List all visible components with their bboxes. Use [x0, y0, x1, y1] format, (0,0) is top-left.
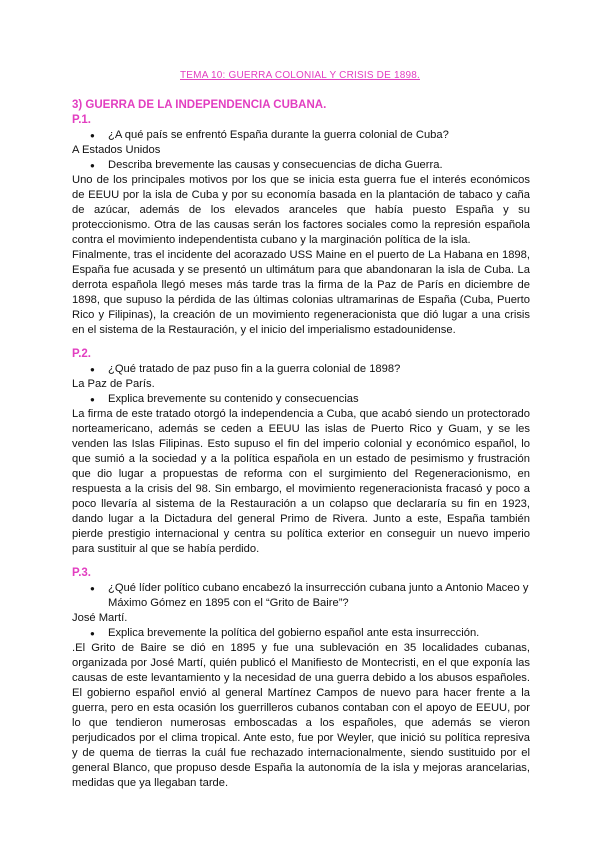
document-body	[72, 98, 530, 791]
document-title: TEMA 10: GUERRA COLONIAL Y CRISIS DE 1898.	[180, 70, 420, 81]
answer-p1-2-para2: Finalmente, tras el incidente del acorazado USS Maine en el puerto de La Habana en 1898, España fue acusada y se presentó un ultimátum para que abandonaran la isla de Cuba. La derrota española llegó meses más tarde tras la firma de la Paz de París en diciembre de 1898, que supuso la pérdida de las últimas colonias ultramarinas de España (Cuba, Puerto Rico y Filipinas), la creación de un movimiento regeneracionista que dió lugar a una crisis en el sistema de la Restauración, y el inicio del imperialismo estadounidense.	[72, 249, 530, 336]
bullet-icon: ●	[90, 584, 95, 593]
bullet-icon: ●	[90, 395, 95, 404]
answer-p1-2-para1: Uno de los principales motivos por los que se inicia esta guerra fue el interés económicos de EEUU por la isla de Cuba y por su economía basada en la plantación de tabaco y caña de azúcar, además de los elevados aranceles que había puesto España y su proteccionismo. Otra de las causas serán los factores sociales como la represión española contra el movimiento independentista cubano y la marginación política de la isla.	[72, 174, 530, 246]
question-p3-1: ● ¿Qué líder político cubano encabezó la insurrección cubana junto a Antonio Maceo y Máximo Gómez en 1895 con el “Grito de Baire”?	[90, 582, 529, 609]
bullet-icon: ●	[90, 131, 95, 140]
question-p3-2: ● Explica brevemente la política del gobierno español ante esta insurrección.	[90, 627, 480, 639]
answer-p3-2: .El Grito de Baire se dió en 1895 y fue una sublevación en 35 localidades cubanas, organizada por José Martí, quién publicó el Manifiesto de Montecristi, en el que exponía las causas de este levantamiento y la necesidad de una guerra debido a los abusos españoles. El gobierno español envió al general Martínez Campos de nuevo para hacer frente a la guerra, pero en esta ocasión los guerrilleros cubanos contaban con el apoyo de EEUU, por lo que tendieron numerosas emboscadas a los españoles, que además se vieron perjudicados por el clima tropical. Ante esto, fue por Weyler, que inició su política represiva y de quema de tierras la cuál fue rechazado internacionalmente, siendo sustituido por el general Blanco, que propuso desde España la autonomía de la isla y mejoras arancelarias, medidas que ya llegaban tarde.	[72, 642, 530, 789]
question-p2-2: ● Explica brevemente su contenido y consecuencias	[90, 393, 359, 405]
answer-p3-1: José Martí.	[72, 612, 128, 624]
answer-p1-1: A Estados Unidos	[72, 144, 161, 156]
question-label-p3: P.3.	[72, 567, 91, 579]
question-label-p2: P.2.	[72, 348, 91, 360]
answer-p2-2: La firma de este tratado otorgó la independencia a Cuba, que acabó siendo un protectorado norteamericano, además se ceden a EEUU las islas de Puerto Rico y Guam, y se les venden las Islas Filipinas. Esto supuso el fin del imperio colonial y económico español, lo que sumió a la sociedad y a la política española en un estado de pesimismo y frustración que dio lugar a propuestas de reforma con el surgimiento del Regeneracionismo, en respuesta a la crisis del 98. Sin embargo, el movimiento regeneracionista fracasó y poco a poco llevaría al sistema de la Restauración a un colapso que declararía su fin en 1923, dando lugar a la Dictadura del general Primo de Rivera. Junto a este, España también pierde prestigio internacional y centra su política exterior en conseguir un nuevo imperio para sustituir al que se había perdido.	[72, 408, 530, 555]
question-p1-1: ● ¿A qué país se enfrentó España durante la guerra colonial de Cuba?	[90, 129, 449, 141]
bullet-icon: ●	[90, 365, 95, 374]
question-label-p1: P.1.	[72, 114, 91, 126]
question-p1-2: ● Describa brevemente las causas y consecuencias de dicha Guerra.	[90, 159, 443, 171]
section-heading: 3) GUERRA DE LA INDEPENDENCIA CUBANA.	[72, 99, 327, 111]
bullet-icon: ●	[90, 629, 95, 638]
bullet-icon: ●	[90, 161, 95, 170]
question-p2-1: ● ¿Qué tratado de paz puso fin a la guerra colonial de 1898?	[90, 363, 401, 375]
answer-p2-1: La Paz de París.	[72, 378, 155, 390]
